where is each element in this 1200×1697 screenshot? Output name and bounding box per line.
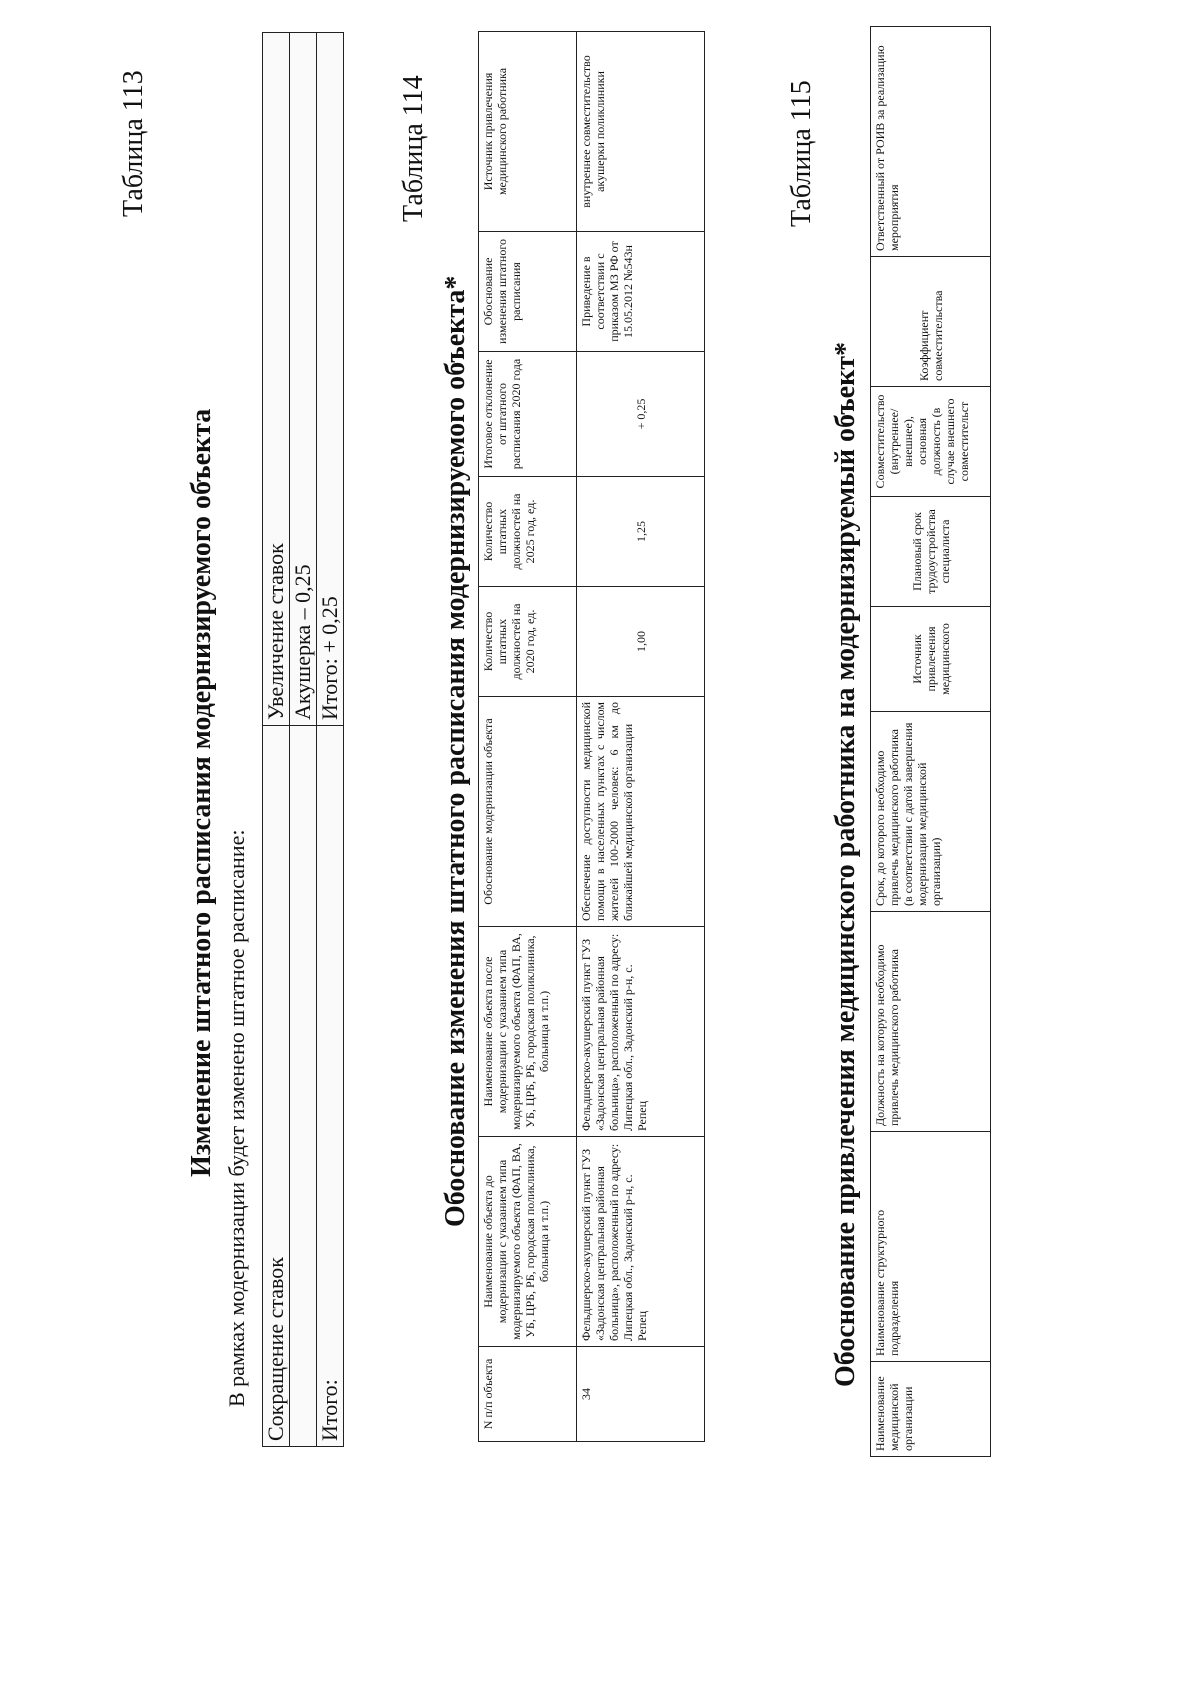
row-deviation: + 0,25 <box>577 352 705 477</box>
reduction-item <box>290 726 317 1447</box>
table-114-label: Таблица 114 <box>398 75 429 222</box>
header-count-2020: Количество штатных должностей на 2020 год, ед. <box>479 587 577 697</box>
header-deviation: Итоговое отклонение от штатного расписания 2020 года <box>479 352 577 477</box>
header-division: Наименование структурного подразделения <box>871 1132 991 1362</box>
table-113-label: Таблица 113 <box>118 70 149 217</box>
header-deadline: Срок, до которого необходимо привлечь медицинского работника (в соответствии с датой завершения модернизации медицинской организации) <box>871 712 991 912</box>
header-source: Источник привлечения медицинского <box>871 607 991 712</box>
table-row <box>290 33 317 1447</box>
table-115-label: Таблица 115 <box>786 80 817 227</box>
row-change-basis: Приведение в соответствии с приказом МЗ РФ от 15.05.2012 №543н <box>577 232 705 352</box>
row-num: 34 <box>577 1347 705 1442</box>
header-part-time: Совместительство (внутреннее/внешнее), основная должность (в случае внешнего совместительст <box>871 387 991 497</box>
header-position: Должность на которую необходимо привлечь медицинского работника <box>871 912 991 1132</box>
reduction-header: Сокращение ставок <box>263 726 290 1447</box>
header-source: Источник привлечения медицинского работника <box>479 32 577 232</box>
table-header-row <box>479 32 577 1442</box>
table-header-row <box>871 27 991 1457</box>
section-113-title: Изменение штатного расписания модернизируемого объекта <box>186 408 217 1177</box>
total-right: Итого: + 0,25 <box>317 33 344 726</box>
section-114-title: Обоснование изменения штатного расписания модернизируемого объекта* <box>440 275 471 1227</box>
row-count-2025: 1,25 <box>577 477 705 587</box>
row-after: Фельдшерско-акушерский пункт ГУЗ «Задонская центральная районная больница», расположенный по адресу: Липецкая обл., Задонский р-н, с. Репец <box>577 927 705 1137</box>
row-before: Фельдшерско-акушерский пункт ГУЗ «Задонская центральная районная больница», расположенный по адресу: Липецкая обл., Задонский р-н, с. Репец <box>577 1137 705 1347</box>
header-change-basis: Обоснование изменения штатного расписания <box>479 232 577 352</box>
section-115-title: Обоснование привлечения медицинского работника на модернизируемый объект* <box>830 342 861 1387</box>
table-113 <box>262 32 344 1447</box>
header-before: Наименование объекта до модернизации с указанием типа модернизируемого объекта (ФАП, ВА, УБ, ЦРБ, РБ, городская поликлиника, больница и т.п.) <box>479 1137 577 1347</box>
total-left: Итого: <box>317 726 344 1447</box>
row-count-2020: 1,00 <box>577 587 705 697</box>
header-num: N п/п объекта <box>479 1347 577 1442</box>
header-justification: Обоснование модернизации объекта <box>479 697 577 927</box>
table-row <box>263 33 290 1447</box>
table-row <box>577 32 705 1442</box>
row-justification: Обеспечение доступности медицинской помощи в населенных пунктах с числом жителей 100-2000 человек: 6 км до ближайшей медицинской организации <box>577 697 705 927</box>
increase-item: Акушерка – 0,25 <box>290 33 317 726</box>
header-plan-date: Плановый срок трудоустройства специалиста <box>871 497 991 607</box>
table-row <box>317 33 344 1447</box>
header-count-2025: Количество штатных должностей на 2025 год, ед. <box>479 477 577 587</box>
table-114 <box>478 31 705 1442</box>
header-org: Наименование медицинской организации <box>871 1362 991 1457</box>
row-source: внутреннее совместительство акушерки поликлиники <box>577 32 705 232</box>
increase-header: Увеличение ставок <box>263 33 290 726</box>
table-115 <box>870 26 991 1457</box>
header-coefficient: Коэффициент совместительства <box>871 257 991 387</box>
header-after: Наименование объекта после модернизации с указанием типа модернизируемого объекта (ФАП, ВА, УБ, ЦРБ, РБ, городская поликлиника, больница и т.п.) <box>479 927 577 1137</box>
header-responsible: Ответственный от РОИВ за реализацию мероприятия <box>871 27 991 257</box>
section-113-intro: В рамках модернизации будет изменено штатное расписание: <box>224 829 249 1407</box>
